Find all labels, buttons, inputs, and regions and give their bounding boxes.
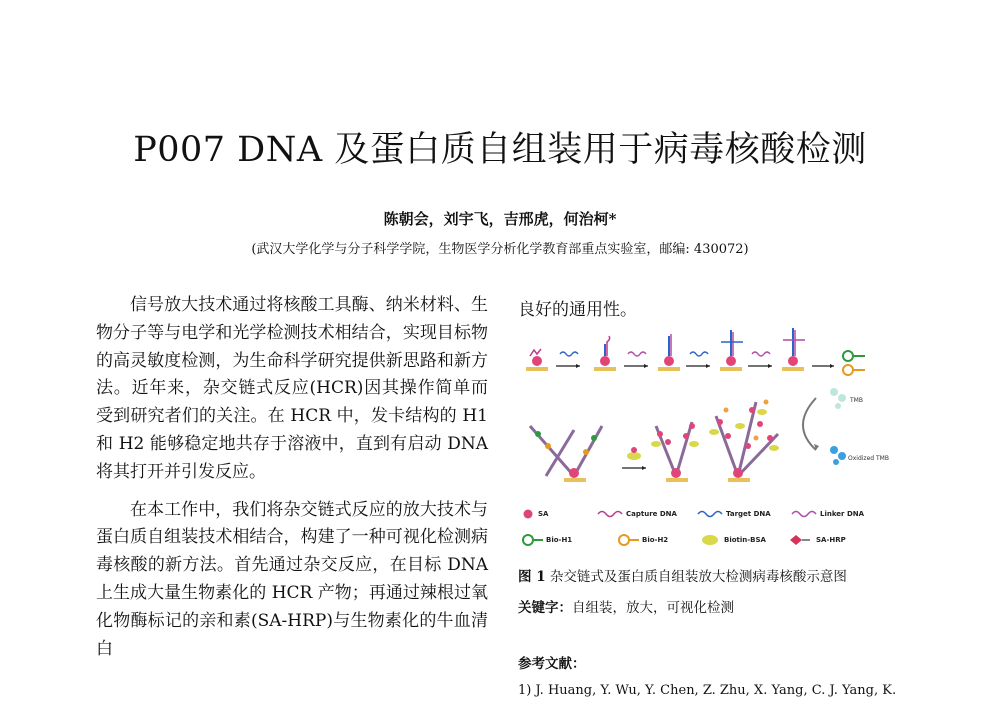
figure-caption-text: 杂交链式及蛋白质自组装放大检测病毒核酸示意图	[549, 569, 847, 585]
h2-loop-mark	[843, 365, 853, 375]
references-heading: 参考文献：	[518, 656, 586, 672]
sa-mark	[532, 356, 542, 366]
legend-bio-h2: Bio-H2	[642, 536, 669, 544]
step-row	[526, 328, 865, 375]
legend-linker-dna: Linker DNA	[820, 510, 865, 518]
linker-legend-symbol	[792, 512, 816, 517]
sa-legend-symbol	[524, 510, 533, 519]
h1-loop-mark	[843, 351, 853, 361]
legend-sa: SA	[538, 510, 549, 518]
oxidized-tmb-label: Oxidized TMB	[848, 455, 889, 462]
figure-legend	[516, 506, 896, 552]
target-dna-mark	[560, 352, 578, 356]
left-column	[96, 292, 488, 663]
legend-target-dna: Target DNA	[726, 510, 771, 518]
legend-biotin-bsa: Biotin-BSA	[724, 536, 766, 544]
hrp-legend-symbol	[790, 535, 802, 545]
surface-base	[526, 367, 548, 371]
capture-dna-mark	[530, 349, 541, 356]
h2-legend-symbol	[619, 535, 629, 545]
legend-capture-dna: Capture DNA	[626, 510, 677, 518]
keywords	[518, 596, 734, 616]
tmb-label: TMB	[850, 397, 863, 404]
affiliation: (武汉大学化学与分子科学学院，生物医学分析化学教育部重点实验室，邮编: 430072)	[251, 242, 749, 257]
author-list: 陈朝会，刘宇飞，吉邢虎，何治柯*	[383, 210, 617, 228]
body-paragraph-2: 在本工作中，我们将杂交链式反应的放大技术与蛋白质自组装技术相结合，构建了一种可视化检测病毒核酸的新方法。首先通过杂交反应，在目标 DNA 上生成大量生物素化的 HCR 产物；再通过辣根过氧化物酶标记的亲和素(SA-HRP)与生物素化的牛血清白	[96, 499, 488, 659]
paper-title: P007 DNA 及蛋白质自组装用于病毒核酸检测	[133, 130, 867, 170]
h1-legend-symbol	[523, 535, 533, 545]
reference-item: 1) J. Huang, Y. Wu, Y. Chen, Z. Zhu, X. Yang, C. J. Yang, K.	[518, 683, 897, 698]
surface-base	[594, 367, 616, 371]
reaction-arrow-mark	[803, 398, 816, 450]
legend-sa-hrp: SA-HRP	[816, 536, 846, 544]
capture-legend-symbol	[598, 512, 622, 517]
assembly-row	[530, 388, 889, 482]
target-legend-symbol	[698, 512, 722, 517]
keywords-label: 关键字：	[518, 600, 572, 616]
body-paragraph-1: 信号放大技术通过将核酸工具酶、纳米材料、生物分子等与电学和光学检测技术相结合，实现目标物的高灵敏度检测，为生命科学研究提供新思路和新方法。近年来，杂交链式反应(HCR)因其操作简单而受到研究者们的关注。在 HCR 中，发卡结构的 H1 和 H2 能够稳定地共存于溶液中，直到有启动 DNA 将其打开并引发反应。	[96, 295, 488, 482]
right-column-continuation: 良好的通用性。	[518, 300, 637, 320]
figure-caption	[518, 565, 847, 585]
keywords-text: 自组装，放大，可视化检测	[572, 600, 734, 616]
figure-caption-label: 图 1	[518, 569, 546, 585]
legend-bio-h1: Bio-H1	[546, 536, 573, 544]
tmb-mark	[830, 388, 846, 409]
oxidized-tmb-mark	[830, 446, 846, 465]
bsa-legend-symbol	[702, 535, 718, 545]
